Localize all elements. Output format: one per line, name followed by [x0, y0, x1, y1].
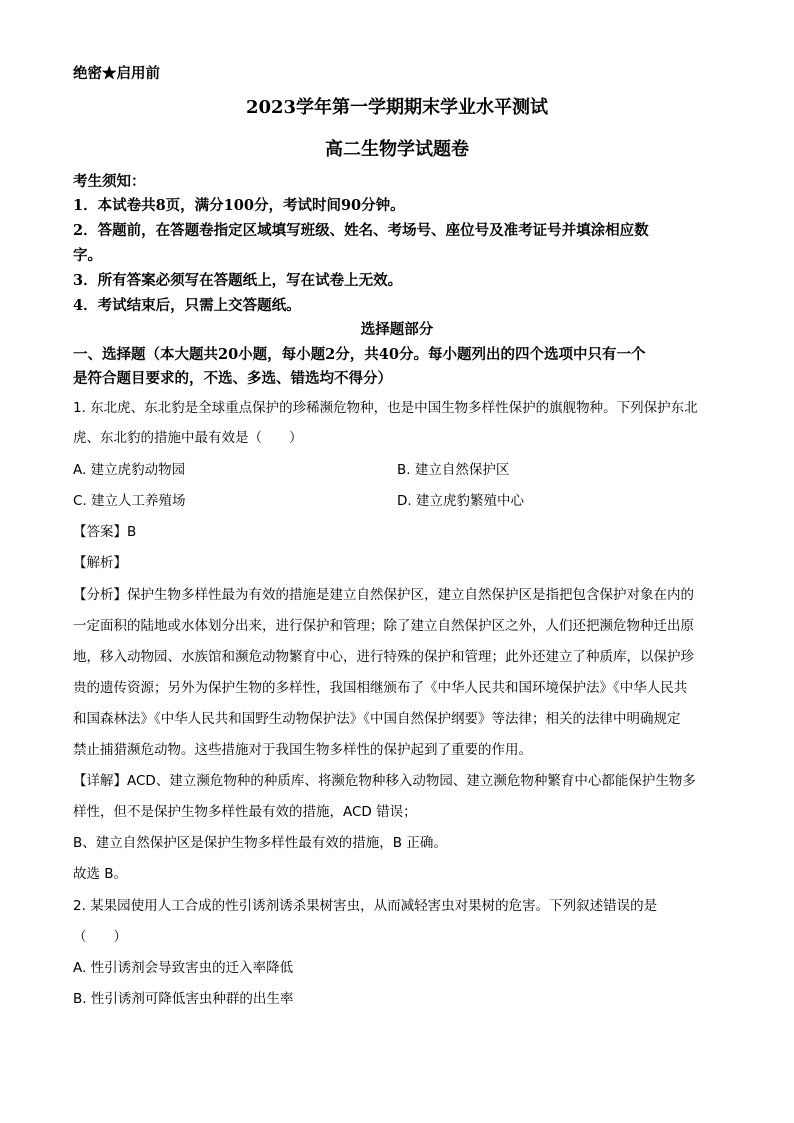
notice-item: 3．所有答案必须写在答题纸上，写在试卷上无效。	[73, 272, 403, 289]
q1-analysis-line: 和国森林法》《中华人民共和国野生动物保护法》《中国自然保护纲要》等法律；相关的法律中明确规定	[73, 711, 681, 727]
q1-detail-line: B、建立自然保护区是保护生物多样性最有效的措施，B 正确。	[73, 835, 447, 851]
q1-option-c: C. 建立人工养殖场	[73, 493, 186, 509]
q2-option-b: B. 性引诱剂可降低害虫种群的出生率	[73, 991, 294, 1007]
q1-analysis-line: 贵的遗传资源；另外为保护生物的多样性，我国相继颁布了《中华人民共和国环境保护法》《中华人民共	[73, 680, 688, 696]
q1-option-b: B. 建立自然保护区	[397, 462, 510, 478]
notice-heading: 考生须知：	[73, 173, 146, 190]
q1-detail-line: 故选 B。	[73, 866, 128, 882]
q1-detail-line: 样性，但不是保护生物多样性最有效的措施，ACD 错误；	[73, 804, 417, 820]
q1-detail-line: 【详解】ACD、建立濒危物种的种质库、将濒危物种移入动物园、建立濒危物种繁育中心都能保护生物多	[73, 773, 696, 789]
q1-stem: 虎、东北豹的措施中最有效是（ ）	[73, 430, 303, 446]
notice-item: 1．本试卷共8页，满分100分，考试时间90分钟。	[73, 197, 405, 214]
notice-item: 2．答题前，在答题卷指定区域填写班级、姓名、考场号、座位号及准考证号并填涂相应数	[73, 222, 649, 239]
notice-item: 4．考试结束后，只需上交答题纸。	[73, 297, 301, 314]
q1-analysis-label: 【解析】	[73, 555, 127, 571]
confidential-label: 绝密★启用前	[73, 65, 160, 82]
q2-stem: （ ）	[73, 929, 127, 945]
q1-answer: 【答案】B	[73, 524, 137, 540]
q1-analysis-line: 【分析】保护生物多样性最为有效的措施是建立自然保护区，建立自然保护区是指把包含保护对象在内的	[73, 587, 694, 603]
part-title: 选择题部分	[360, 321, 434, 338]
q1-option-d: D. 建立虎豹繁殖中心	[397, 493, 524, 509]
section-instruction: 是符合题目要求的，不选、多选、错选均不得分）	[73, 370, 392, 387]
q2-stem: 2. 某果园使用人工合成的性引诱剂诱杀果树害虫，从而减轻害虫对果树的危害。下列叙述错误的是	[73, 898, 658, 914]
exam-title: 2023学年第一学期期末学业水平测试	[245, 97, 549, 118]
notice-item: 字。	[73, 247, 102, 264]
q1-analysis-line: 地，移入动物园、水族馆和濒危动物繁育中心，进行特殊的保护和管理；此外还建立了种质库，以保护珍	[73, 649, 694, 665]
q2-option-a: A. 性引诱剂会导致害虫的迁入率降低	[73, 960, 294, 976]
exam-subtitle: 高二生物学试题卷	[325, 139, 469, 160]
q1-analysis-line: 禁止捕猎濒危动物。这些措施对于我国生物多样性的保护起到了重要的作用。	[73, 742, 532, 758]
q1-option-a: A. 建立虎豹动物园	[73, 462, 186, 478]
q1-analysis-line: 一定面积的陆地或水体划分出来，进行保护和管理；除了建立自然保护区之外，人们还把濒危物种迁出原	[73, 618, 694, 634]
section-instruction: 一、选择题（本大题共20小题，每小题2分，共40分。每小题列出的四个选项中只有一个	[73, 346, 646, 363]
q1-stem: 1. 东北虎、东北豹是全球重点保护的珍稀濒危物种，也是中国生物多样性保护的旗舰物种。下列保护东北	[73, 400, 698, 416]
